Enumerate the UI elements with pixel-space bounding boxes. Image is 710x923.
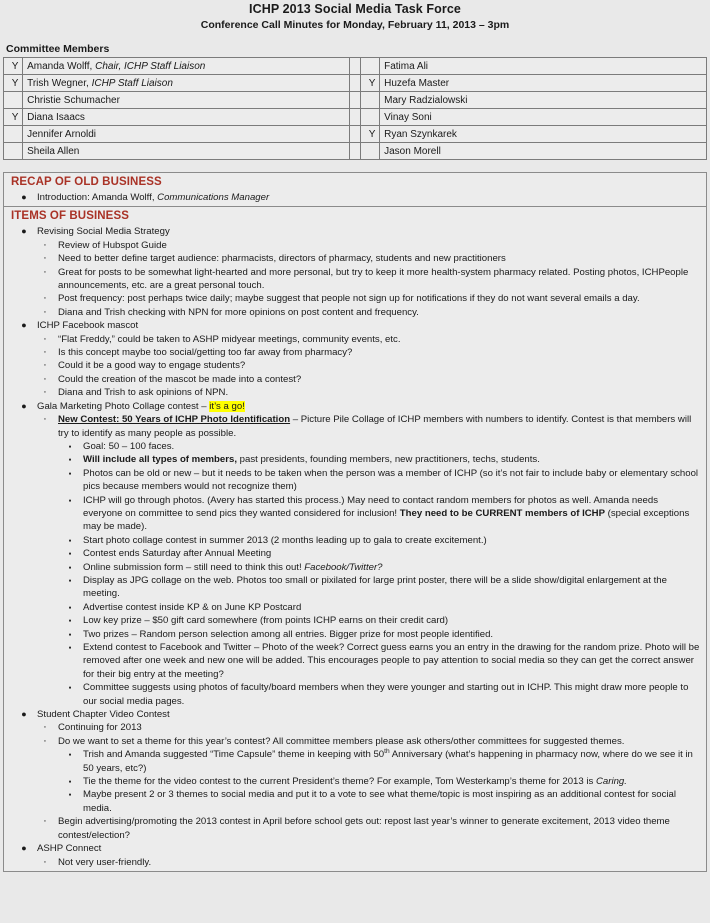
bullet-icon: · bbox=[43, 359, 47, 372]
list-item bbox=[64, 601, 706, 614]
list-item-text: Is this concept maybe too social/getting too far away from pharmacy? bbox=[58, 347, 353, 359]
recap-list bbox=[4, 190, 706, 206]
table-row bbox=[4, 75, 707, 92]
list-item-text: Need to better define target audience: pharmacists, directors of pharmacy, students and new practitioners bbox=[58, 253, 506, 265]
bullet-icon: · bbox=[43, 292, 47, 305]
table-row bbox=[4, 109, 707, 126]
list-item bbox=[64, 775, 706, 788]
table-row bbox=[4, 92, 707, 109]
member-name-left: Jennifer Arnoldi bbox=[23, 126, 350, 143]
list-item-text: Tie the theme for the video contest to the current President’s theme? For example, Tom Westerkamp’s theme for 2013 is Caring. bbox=[83, 776, 627, 788]
bullet-icon: · bbox=[43, 346, 47, 359]
list-item bbox=[39, 735, 706, 748]
list-item bbox=[39, 721, 706, 734]
bullet-icon: ▪ bbox=[68, 562, 72, 572]
list-item bbox=[39, 346, 706, 359]
topic-video-contest bbox=[18, 708, 706, 721]
bullet-icon: · bbox=[43, 265, 47, 278]
table-row bbox=[4, 58, 707, 75]
list-item-text: Extend contest to Facebook and Twitter – Photo of the week? Correct guess earns you an entry in the drawing for the random prize. Photo will be removed after one week and new one will be added. This encourages people to pay attention to social media so they can get the correct answer for their big entry at the meeting? bbox=[83, 642, 700, 680]
list-item bbox=[39, 386, 706, 399]
list-item-text: ASHP Connect bbox=[37, 843, 102, 855]
bullet-icon: ● bbox=[21, 843, 27, 854]
list-item bbox=[64, 614, 706, 627]
list-item bbox=[39, 333, 706, 346]
bullet-icon: ▪ bbox=[68, 549, 72, 559]
column-gap bbox=[349, 143, 360, 160]
bullet-icon: ▪ bbox=[68, 643, 72, 652]
bullet-icon: · bbox=[43, 734, 47, 747]
bullet-icon: ▪ bbox=[68, 616, 72, 626]
bullet-icon: ▪ bbox=[68, 602, 72, 612]
list-item bbox=[64, 467, 706, 494]
list-item bbox=[39, 266, 706, 293]
list-item bbox=[64, 440, 706, 453]
attendance-flag-right bbox=[361, 143, 380, 160]
list-item bbox=[64, 748, 706, 775]
topic-revising-strategy bbox=[18, 225, 706, 238]
member-name-left: Christie Schumacher bbox=[23, 92, 350, 109]
attendance-flag-left bbox=[4, 143, 23, 160]
list-item-text: Great for posts to be somewhat light-hearted and more personal, but try to keep it more health-system pharmacy related. Posting photos, ICHPeople announcements, etc. are a great personal touch. bbox=[58, 266, 689, 292]
list-item-text: Online submission form – still need to think this out! Facebook/Twitter? bbox=[83, 561, 383, 573]
bullet-icon: · bbox=[43, 305, 47, 318]
bullet-icon: · bbox=[43, 332, 47, 345]
list-item bbox=[39, 239, 706, 252]
title-block bbox=[0, 0, 710, 32]
bullet-icon: ▪ bbox=[68, 468, 72, 478]
table-row bbox=[4, 143, 707, 160]
committee-members-label: Committee Members bbox=[6, 43, 110, 55]
bullet-icon: ● bbox=[21, 192, 27, 202]
bullet-icon: ▪ bbox=[68, 629, 72, 639]
column-gap bbox=[349, 58, 360, 75]
list-item bbox=[18, 191, 706, 204]
attendance-flag-right bbox=[361, 92, 380, 109]
list-item-text: Could it be a good way to engage students? bbox=[58, 360, 246, 372]
list-item-text: Continuing for 2013 bbox=[58, 722, 142, 734]
list-item-text: ICHP will go through photos. (Avery has started this process.) May need to contact random members for photos as well. Amanda needs everyone on committee to send pics they wanted considered for inclusion! They need to be CURRENT members of ICHP (special exceptions may be made). bbox=[83, 494, 690, 533]
attendance-flag-right: Y bbox=[361, 75, 380, 92]
list-item-text: Diana and Trish checking with NPN for more opinions on post content and frequency. bbox=[58, 306, 419, 318]
list-item bbox=[64, 453, 706, 466]
list-item-text: Goal: 50 – 100 faces. bbox=[83, 440, 175, 452]
member-name-left: Sheila Allen bbox=[23, 143, 350, 160]
list-item bbox=[64, 534, 706, 547]
list-item-text: Committee suggests using photos of faculty/board members when they were younger and starting out in ICHP. This might draw more people to our social media pages. bbox=[83, 682, 689, 707]
member-name-right: Ryan Szynkarek bbox=[380, 126, 707, 143]
member-name-right: Mary Radzialowski bbox=[380, 92, 707, 109]
bullet-icon: · bbox=[43, 413, 47, 426]
bullet-icon: ▪ bbox=[68, 455, 72, 465]
bullet-icon: ▪ bbox=[68, 535, 72, 545]
new-contest-item bbox=[39, 413, 706, 440]
page-subtitle: Conference Call Minutes for Monday, February 11, 2013 – 3pm bbox=[200, 19, 510, 31]
list-item bbox=[39, 815, 706, 842]
list-item-text: Diana and Trish to ask opinions of NPN. bbox=[58, 387, 229, 399]
bullet-icon: ▪ bbox=[68, 495, 72, 505]
topic-facebook-mascot bbox=[18, 319, 706, 332]
list-item-text: Could the creation of the mascot be made into a contest? bbox=[58, 373, 302, 385]
list-item bbox=[39, 252, 706, 265]
list-item bbox=[64, 628, 706, 641]
list-item bbox=[64, 788, 706, 815]
list-item bbox=[39, 306, 706, 319]
bullet-icon: ▪ bbox=[68, 777, 72, 787]
bullet-icon: · bbox=[43, 855, 47, 868]
list-item bbox=[64, 574, 706, 601]
topic-gala-marketing bbox=[18, 400, 706, 413]
bullet-icon: · bbox=[43, 386, 47, 399]
list-item-text: Contest ends Saturday after Annual Meeting bbox=[83, 548, 272, 560]
member-name-right: Fatima Ali bbox=[380, 58, 707, 75]
page-title: ICHP 2013 Social Media Task Force bbox=[249, 2, 461, 16]
bullet-icon: ● bbox=[21, 320, 27, 331]
column-gap bbox=[349, 126, 360, 143]
member-name-left: Amanda Wolff, Chair, ICHP Staff Liaison bbox=[23, 58, 350, 75]
bullet-icon: ▪ bbox=[68, 750, 72, 760]
list-item-text: Two prizes – Random person selection among all entries. Bigger prize for most people identified. bbox=[83, 628, 494, 640]
column-gap bbox=[349, 75, 360, 92]
list-item-text: Low key prize – $50 gift card somewhere (from points ICHP earns on their credit card) bbox=[83, 615, 449, 627]
business-box bbox=[3, 172, 707, 872]
attendance-flag-left bbox=[4, 126, 23, 143]
topic-ashp-connect bbox=[18, 842, 706, 855]
member-name-right: Vinay Soni bbox=[380, 109, 707, 126]
list-item-text: Review of Hubspot Guide bbox=[58, 239, 167, 251]
list-item bbox=[64, 681, 706, 708]
recap-heading: RECAP OF OLD BUSINESS bbox=[11, 176, 162, 188]
bullet-icon: · bbox=[43, 252, 47, 265]
bullet-icon: · bbox=[43, 721, 47, 734]
items-heading: ITEMS OF BUSINESS bbox=[11, 210, 129, 223]
bullet-icon: ▪ bbox=[68, 683, 72, 693]
list-item-text: New Contest: 50 Years of ICHP Photo Identification – Picture Pile Collage of ICHP members with numbers to identify. Contest is that members will try to identify as many people as possible. bbox=[58, 414, 692, 439]
list-item-text: Not very user-friendly. bbox=[58, 856, 152, 868]
attendance-flag-left bbox=[4, 92, 23, 109]
list-item-text: Will include all types of members, past presidents, founding members, new practitioners, techs, students. bbox=[83, 454, 540, 466]
list-item-text: Student Chapter Video Contest bbox=[37, 709, 170, 721]
attendance-flag-right: Y bbox=[361, 126, 380, 143]
table-row bbox=[4, 126, 707, 143]
list-item-text: Post frequency: post perhaps twice daily; maybe suggest that people not sign up for notifications if they do not want several emails a day. bbox=[58, 293, 640, 305]
bullet-icon: ▪ bbox=[68, 441, 72, 451]
bullet-icon: ▪ bbox=[68, 790, 72, 800]
list-item-text: Photos can be old or new – but it needs to be taken when the person was a member of ICHP (so it’s not fair to include baby or elementary school pics because members would not recognize them) bbox=[83, 467, 699, 493]
attendance-flag-left: Y bbox=[4, 58, 23, 75]
member-name-left: Trish Wegner, ICHP Staff Liaison bbox=[23, 75, 350, 92]
list-item bbox=[64, 641, 706, 681]
list-item-text: Maybe present 2 or 3 themes to social media and put it to a vote to see what theme/topic is most inspiring as an additional contest for social media. bbox=[83, 789, 676, 814]
list-item-text: Revising Social Media Strategy bbox=[37, 226, 170, 238]
list-item-text: “Flat Freddy,” could be taken to ASHP midyear meetings, community events, etc. bbox=[58, 333, 401, 345]
member-name-right: Jason Morell bbox=[380, 143, 707, 160]
list-item bbox=[64, 561, 706, 574]
list-item-text: Trish and Amanda suggested “Time Capsule” theme in keeping with 50th Anniversary (what’s happening in pharmacy now, where do we see it in 50 years, etc?) bbox=[83, 748, 693, 774]
attendance-flag-right bbox=[361, 109, 380, 126]
recap-intro: Introduction: Amanda Wolff, Communications Manager bbox=[37, 192, 270, 203]
list-item-text: Advertise contest inside KP & on June KP Postcard bbox=[83, 601, 302, 613]
member-name-left: Diana Isaacs bbox=[23, 109, 350, 126]
list-item bbox=[39, 359, 706, 372]
column-gap bbox=[349, 109, 360, 126]
bullet-icon: ▪ bbox=[68, 575, 72, 585]
list-item-text: Display as JPG collage on the web. Photos too small or pixilated for large print poster, there will be a slide show/digital enlargement at the meeting. bbox=[83, 574, 667, 600]
list-item bbox=[39, 292, 706, 305]
bullet-icon: · bbox=[43, 815, 47, 828]
list-item-text: Start photo collage contest in summer 2013 (2 months leading up to gala to create excitement.) bbox=[83, 534, 487, 546]
member-name-right: Huzefa Master bbox=[380, 75, 707, 92]
list-item bbox=[64, 547, 706, 560]
list-item-text: Begin advertising/promoting the 2013 contest in April before school gets out: repost last year’s winner to generate excitement, 2013 video theme contest/election? bbox=[58, 816, 670, 841]
bullet-icon: · bbox=[43, 372, 47, 385]
list-item-text: Do we want to set a theme for this year’s contest? All committee members please ask others/other committees for suggested themes. bbox=[58, 735, 625, 747]
items-list bbox=[4, 225, 706, 869]
committee-members-table bbox=[3, 57, 707, 160]
highlight-its-a-go: it’s a go! bbox=[209, 400, 245, 412]
list-item bbox=[39, 373, 706, 386]
list-item bbox=[39, 856, 706, 869]
column-gap bbox=[349, 92, 360, 109]
attendance-flag-right bbox=[361, 58, 380, 75]
list-item-text: ICHP Facebook mascot bbox=[37, 320, 139, 332]
attendance-flag-left: Y bbox=[4, 75, 23, 92]
attendance-flag-left: Y bbox=[4, 109, 23, 126]
bullet-icon: · bbox=[43, 238, 47, 251]
bullet-icon: ● bbox=[21, 709, 27, 720]
list-item-text: Gala Marketing Photo Collage contest – it’s a go! bbox=[37, 400, 245, 412]
bullet-icon: ● bbox=[21, 400, 27, 411]
bullet-icon: ● bbox=[21, 226, 27, 237]
list-item bbox=[64, 494, 706, 534]
